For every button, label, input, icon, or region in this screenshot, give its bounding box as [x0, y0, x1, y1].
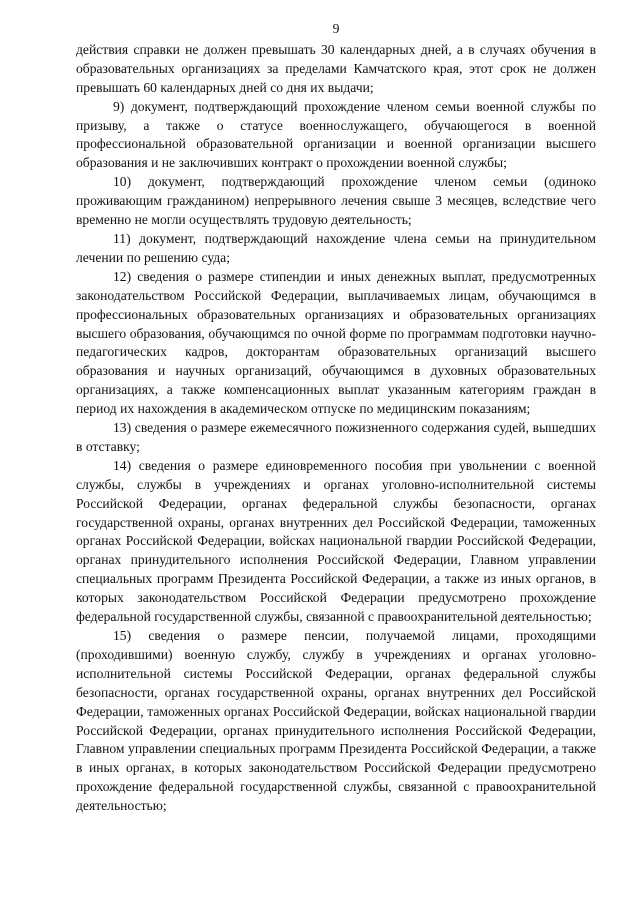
paragraph-item-11: 11) документ, подтверждающий нахождение члена семьи на принудительном лечении по решению суда; [76, 230, 596, 265]
paragraph-continuation: действия справки не должен превышать 30 календарных дней, а в случаях обучения в образовательных организациях за пределами Камчатского края, этот срок не должен превышать 60 календарных дней со дня их выдачи; [76, 41, 596, 95]
page-number: 9 [332, 21, 340, 36]
paragraph-item-14: 14) сведения о размере единовременного пособия при увольнении с военной службы, службы в учреждениях и органах уголовно-исполнительной системы Российской Федерации, органах федеральной службы безопасности, органах государственной охраны, органах внутренних дел Российской Федерации, таможенных органах Российской Федерации, войсках национальной гвардии Российской Федерации, органах принудительного исполнения Российской Федерации, Главном управлении специальных программ Президента Российской Федерации, а также из иных органов, в которых законодательством Российской Федерации предусмотрено прохождение федеральной государственной службы, связанной с правоохранительной деятельностью; [76, 457, 596, 625]
paragraph-item-9: 9) документ, подтверждающий прохождение членом семьи военной службы по призыву, а также о статусе военнослужащего, обучающегося в военной профессиональной образовательной организации и военной организации высшего образования и не заключивших контракт о прохождении военной службы; [76, 98, 596, 171]
paragraph-item-13: 13) сведения о размере ежемесячного пожизненного содержания судей, вышедших в отставку; [76, 420, 596, 454]
paragraph-item-15: 15) сведения о размере пенсии, получаемой лицами, проходящими (проходившими) военную службу, службу в учреждениях и органах уголовно-исполнительной системы Российской Федерации, органах федеральной службы безопасности, органах государственной охраны, органах внутренних дел Российской Федерации, таможенных органах Российской Федерации, войсках национальной гвардии Российской Федерации, органах принудительного исполнения Российской Федерации, Главном управлении специальных программ Президента Российской Федерации, а также в иных органах, в которых законодательством Российской Федерации предусмотрено прохождение федеральной государственной службы, связанной с правоохранительной деятельностью; [76, 628, 596, 814]
paragraph-item-12: 12) сведения о размере стипендии и иных денежных выплат, предусмотренных законодательством Российской Федерации, выплачиваемых лицам, обучающимся в профессиональных образовательных организациях и образовательных организациях высшего образования, обучающимся по очной форме по программам подготовки научно-педагогических кадров, докторантам образовательных организаций высшего образования и научных организаций, обучающимся в духовных образовательных организациях, а также компенсационных выплат указанным категориям граждан в период их нахождения в академическом отпуске по медицинским показаниям; [76, 268, 596, 417]
document-page [76, 20, 596, 816]
paragraph-item-10: 10) документ, подтверждающий прохождение членом семьи (одиноко проживающим гражданином) непрерывного лечения свыше 3 месяцев, вследствие чего временно не могли осуществлять трудовую деятельность; [76, 174, 596, 228]
